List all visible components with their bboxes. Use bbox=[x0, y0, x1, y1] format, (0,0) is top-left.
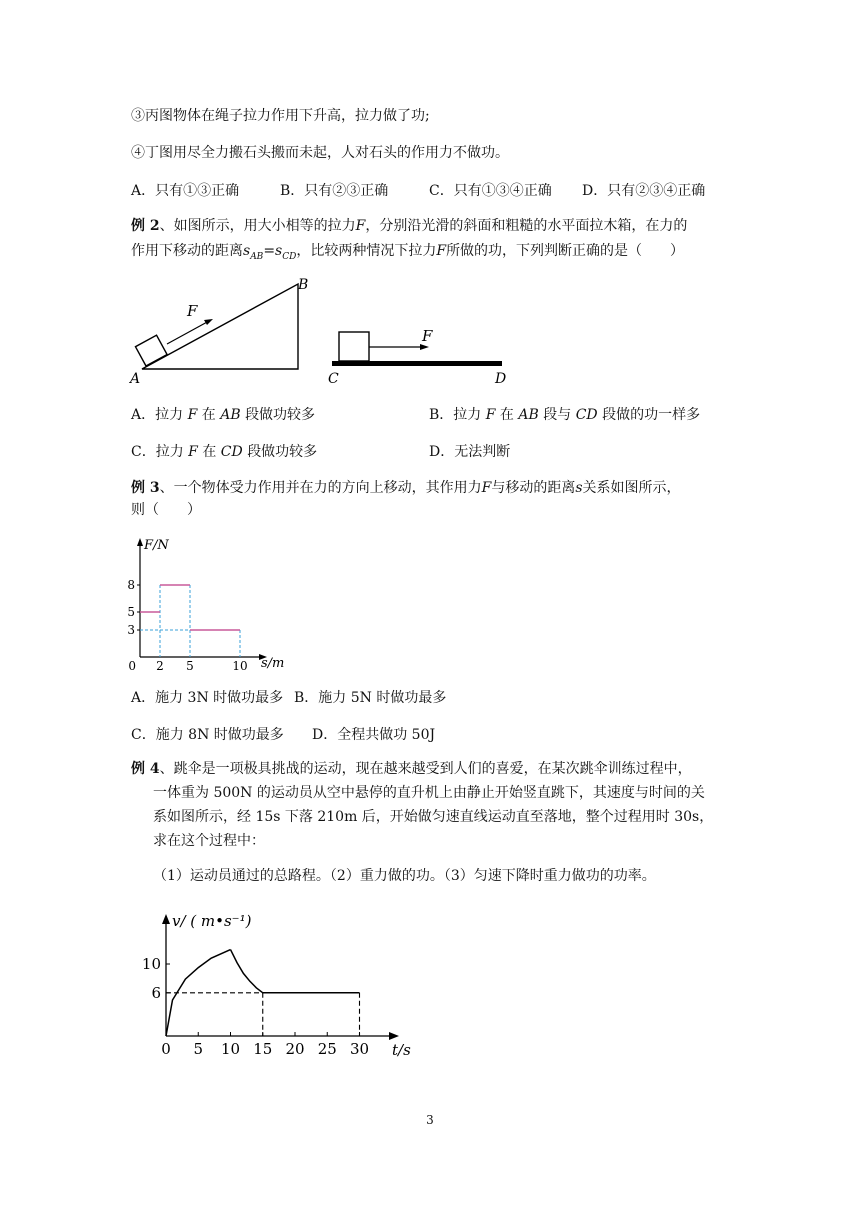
q4-line-2: 一体重为 500N 的运动员从空中悬停的直升机上由静止开始竖直跳下，其速度与时间的关 bbox=[153, 785, 705, 801]
label-D: D bbox=[495, 371, 507, 387]
velocity-time-chart bbox=[128, 898, 428, 1063]
chart1-xtick-10: 10 bbox=[232, 659, 248, 672]
flat-ground bbox=[332, 361, 502, 366]
q4-subquestions: （1）运动员通过的总路程。（2）重力做的功。（3）匀速下降时重力做功的功率。 bbox=[153, 868, 656, 884]
q1-option-b[interactable]: B．只有②③正确 bbox=[280, 183, 389, 199]
chart2-xtick-10: 10 bbox=[220, 1040, 241, 1058]
chart1-xtick-2: 2 bbox=[156, 659, 164, 672]
incline bbox=[142, 284, 298, 369]
chart1-y-arrow bbox=[137, 538, 143, 546]
chart1-xlabel: s/m bbox=[261, 656, 285, 671]
label-B: B bbox=[298, 277, 309, 293]
q3-line-2: 则（ ） bbox=[131, 502, 201, 518]
statement-4: ④丁图用尽全力搬石头搬而未起，人对石头的作用力不做功。 bbox=[131, 145, 509, 161]
page-number: 3 bbox=[426, 1113, 434, 1127]
q2-line-1: 例 2、如图所示，用大小相等的拉力F，分别沿光滑的斜面和粗糙的水平面拉木箱，在力的 bbox=[131, 218, 688, 234]
chart1-xtick-0: 0 bbox=[128, 659, 136, 672]
incline-force-arrow bbox=[167, 321, 209, 344]
statement-3: ③丙图物体在绳子拉力作用下升高，拉力做了功; bbox=[131, 108, 430, 124]
chart2-xtick-20: 20 bbox=[285, 1040, 305, 1058]
q2-line-2: 作用下移动的距离$s_{AB}=s_{CD}$，比较两种情况下拉力F所做的功，下列判断正确的是（ ） bbox=[131, 243, 685, 262]
q3-line-1: 例 3、一个物体受力作用并在力的方向上移动，其作用力F与移动的距离s关系如图所示， bbox=[131, 480, 681, 496]
chart2-xtick-25: 25 bbox=[317, 1040, 337, 1058]
q2-option-a[interactable]: A．拉力 F 在 AB 段做功较多 bbox=[131, 407, 316, 423]
q3-option-d[interactable]: D．全程共做功 50J bbox=[312, 727, 436, 743]
label-A: A bbox=[130, 371, 141, 387]
chart2-y-arrow bbox=[162, 914, 170, 924]
chart1-ylabel: F/N bbox=[144, 538, 169, 553]
q2-option-d[interactable]: D．无法判断 bbox=[429, 444, 511, 460]
chart2-ylabel: v/ ( m•s⁻¹) bbox=[172, 912, 252, 930]
q2-option-c[interactable]: C．拉力 F 在 CD 段做功较多 bbox=[131, 444, 318, 460]
chart2-ytick-6: 6 bbox=[151, 983, 161, 1002]
chart2-xtick-15: 15 bbox=[253, 1040, 273, 1058]
q4-line-4: 求在这个过程中： bbox=[153, 833, 265, 849]
chart2-x-arrow bbox=[389, 1032, 399, 1040]
q4-label: 例 4 bbox=[131, 761, 160, 777]
incline-box bbox=[135, 335, 167, 366]
q1-option-c[interactable]: C．只有①③④正确 bbox=[429, 183, 552, 199]
q2-label: 例 2 bbox=[131, 218, 160, 234]
chart2-xlabel: t/s bbox=[392, 1041, 411, 1059]
q1-option-d[interactable]: D．只有②③④正确 bbox=[582, 183, 706, 199]
q2-option-b[interactable]: B．拉力 F 在 AB 段与 CD 段做的功一样多 bbox=[429, 407, 701, 423]
force-distance-chart bbox=[125, 532, 295, 672]
chart2-xtick-30: 30 bbox=[349, 1040, 370, 1058]
q1-option-a[interactable]: A．只有①③正确 bbox=[131, 183, 240, 199]
q3-option-c[interactable]: C．施力 8N 时做功最多 bbox=[131, 727, 284, 743]
flat-box bbox=[339, 332, 369, 361]
chart1-xtick-5: 5 bbox=[186, 659, 194, 672]
chart1-ytick-8: 8 bbox=[127, 578, 135, 592]
q4-line-1: 例 4、跳伞是一项极具挑战的运动，现在越来越受到人们的喜爱，在某次跳伞训练过程中， bbox=[131, 761, 692, 777]
q2-figure bbox=[125, 270, 525, 390]
q4-line-3: 系如图所示，经 15s 下落 210m 后，开始做匀速直线运动直至落地，整个过程用时 30s， bbox=[153, 809, 714, 825]
q3-option-a[interactable]: A．施力 3N 时做功最多 bbox=[131, 690, 284, 706]
chart1-ytick-5: 5 bbox=[127, 605, 135, 619]
chart2-xtick-0: 0 bbox=[161, 1040, 171, 1058]
chart2-decel-curve bbox=[231, 950, 263, 993]
label-F-incline: F bbox=[187, 302, 198, 320]
chart1-ytick-3: 3 bbox=[127, 623, 135, 637]
chart2-ytick-10: 10 bbox=[141, 955, 161, 973]
q3-option-b[interactable]: B．施力 5N 时做功最多 bbox=[294, 690, 447, 706]
q3-label: 例 3 bbox=[131, 480, 160, 496]
chart2-xtick-5: 5 bbox=[193, 1040, 204, 1058]
label-F-flat: F bbox=[422, 327, 433, 345]
label-C: C bbox=[328, 371, 339, 387]
